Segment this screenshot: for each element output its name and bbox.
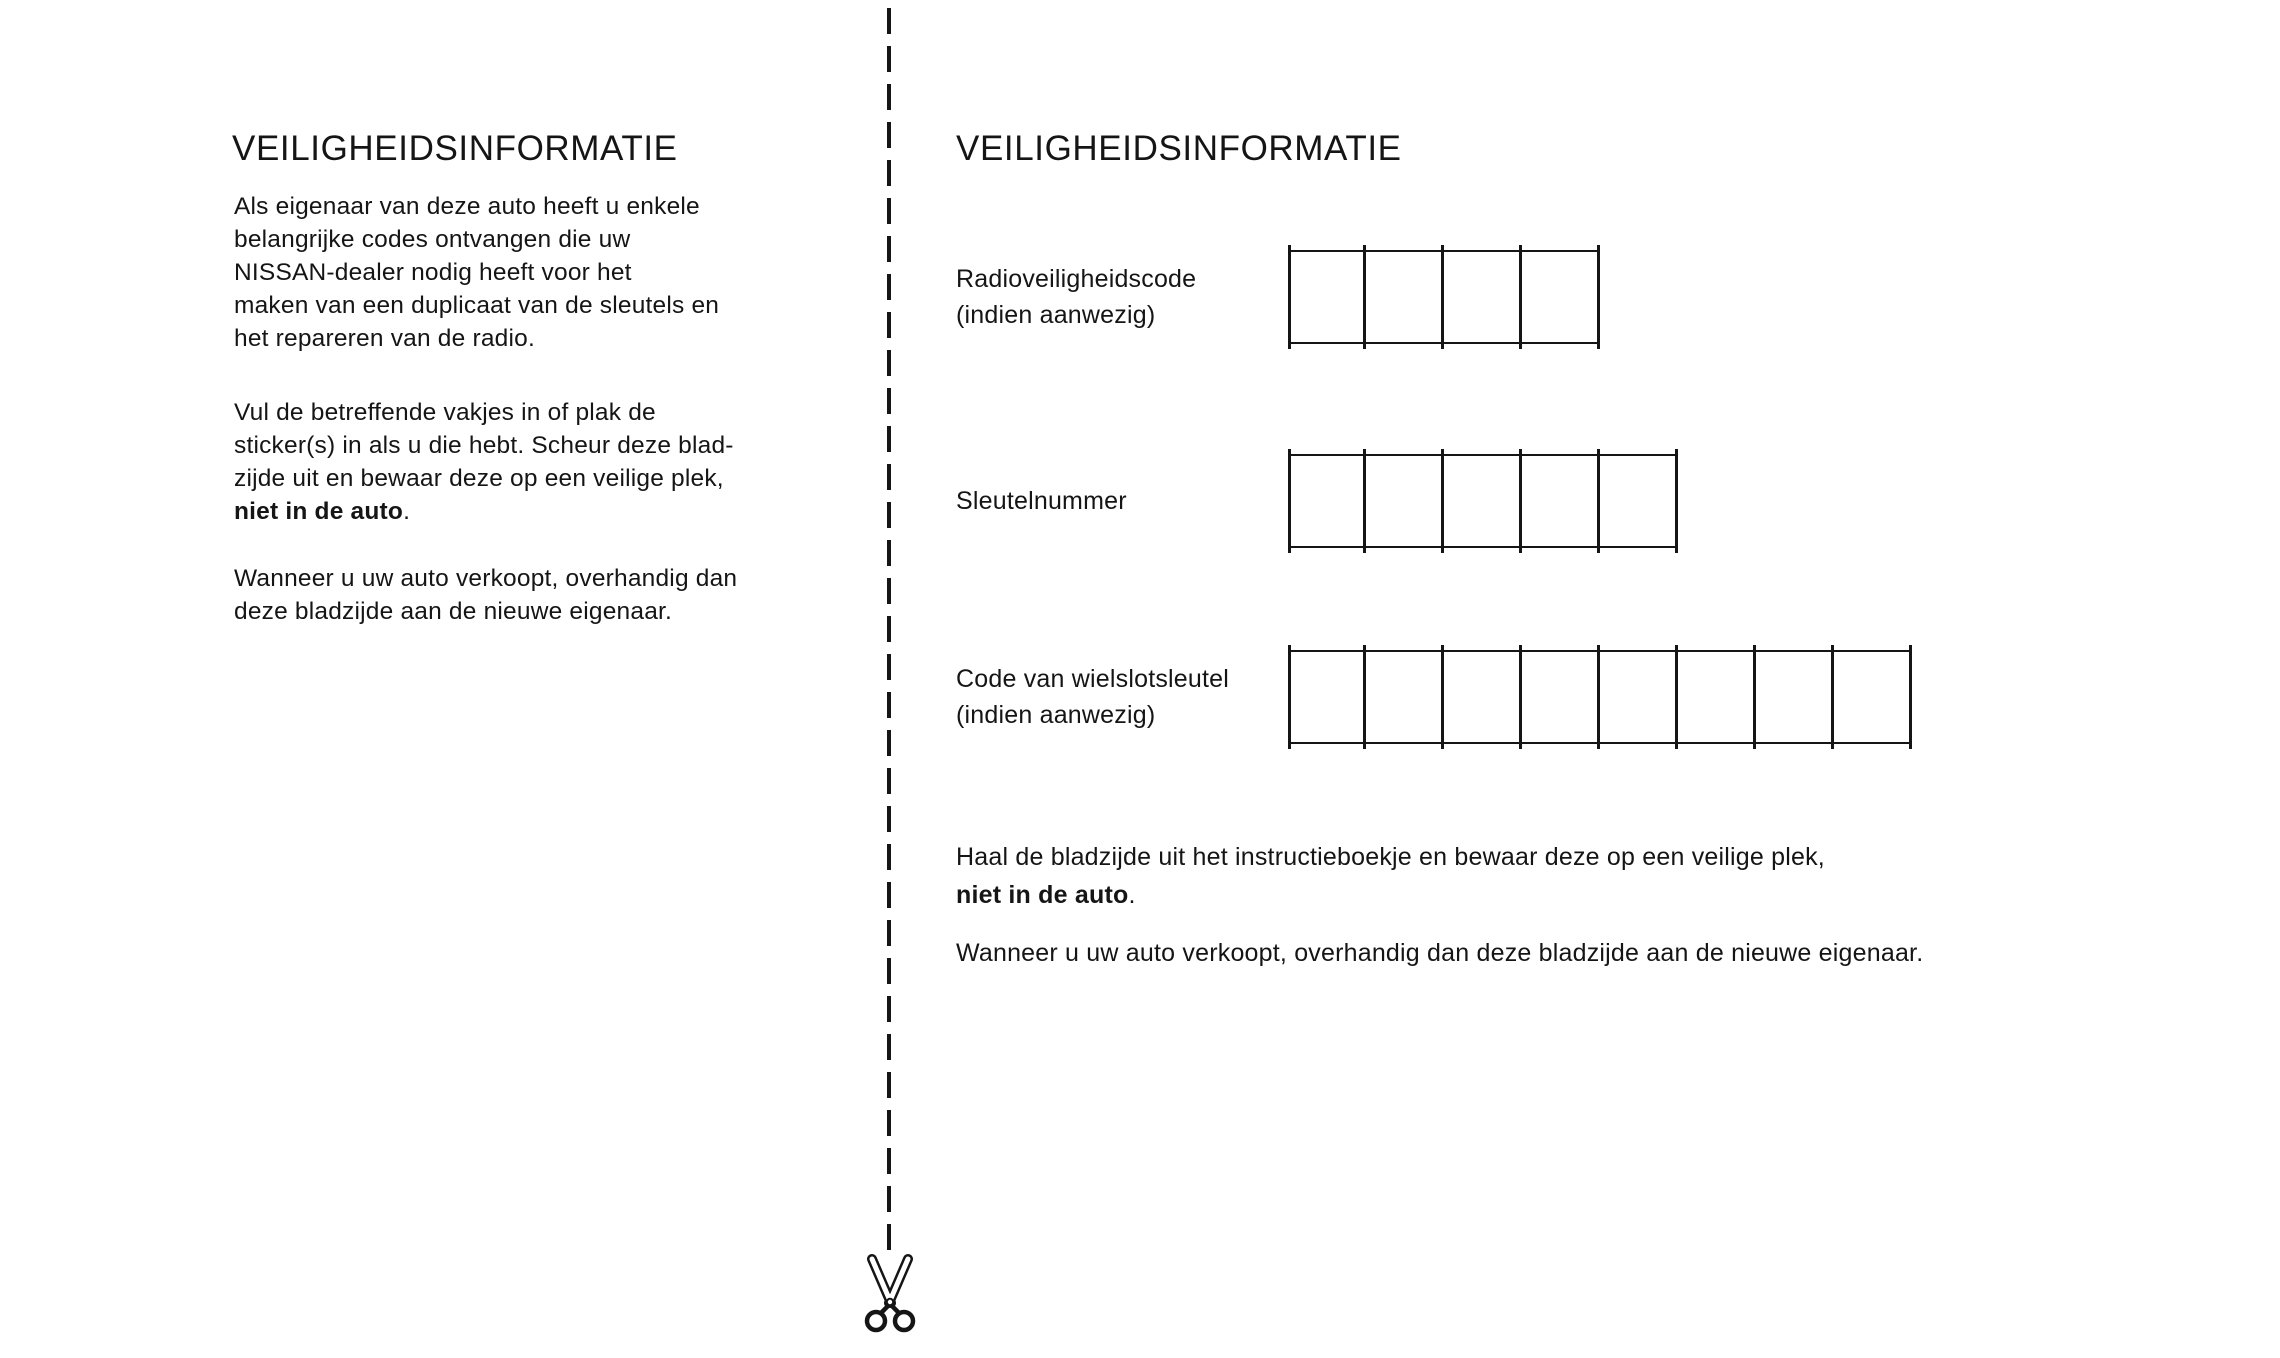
right-page-title: VEILIGHEIDSINFORMATIE bbox=[956, 129, 1402, 168]
code-boxes-wheel-lock-key-code bbox=[1288, 650, 1912, 744]
code-box-cell[interactable] bbox=[1366, 252, 1444, 342]
keep-safe-note bbox=[956, 838, 1825, 914]
cut-dashed-line bbox=[887, 8, 891, 1255]
text-line: Vul de betreffende vakjes in of plak de bbox=[234, 399, 656, 426]
field-row-key-number bbox=[956, 454, 1678, 548]
text-line: Radioveiligheidscode bbox=[956, 265, 1197, 293]
code-box-cell[interactable] bbox=[1366, 456, 1444, 546]
code-box-cell[interactable] bbox=[1444, 252, 1522, 342]
code-box-cell[interactable] bbox=[1288, 456, 1366, 546]
text-line: Sleutelnummer bbox=[956, 487, 1127, 515]
code-box-cell[interactable] bbox=[1288, 252, 1366, 342]
resale-paragraph bbox=[234, 562, 737, 628]
code-box-cell[interactable] bbox=[1522, 456, 1600, 546]
text: . bbox=[1128, 881, 1136, 909]
bold-text: niet in de auto bbox=[234, 498, 404, 525]
code-box-cell[interactable] bbox=[1834, 652, 1912, 742]
text-line: Code van wielslotsleutel bbox=[956, 665, 1230, 693]
left-page-title: VEILIGHEIDSINFORMATIE bbox=[232, 129, 678, 168]
text-line: (indien aanwezig) bbox=[956, 701, 1156, 729]
text-line: (indien aanwezig) bbox=[956, 301, 1156, 329]
code-box-cell[interactable] bbox=[1288, 652, 1366, 742]
field-label-wheel-lock-key-code bbox=[956, 661, 1288, 733]
bold-text: niet in de auto bbox=[956, 881, 1129, 909]
code-box-cell[interactable] bbox=[1600, 652, 1678, 742]
field-row-radio-security-code bbox=[956, 250, 1600, 344]
code-box-cell[interactable] bbox=[1444, 456, 1522, 546]
code-box-cell[interactable] bbox=[1600, 456, 1678, 546]
code-box-cell[interactable] bbox=[1522, 652, 1600, 742]
text-line bbox=[234, 495, 734, 528]
text-line bbox=[956, 876, 1825, 914]
text-line: Haal de bladzijde uit het instructieboekje en bewaar deze op een veilige plek, bbox=[956, 843, 1825, 871]
scissors-icon bbox=[858, 1253, 922, 1337]
field-label-radio-security-code bbox=[956, 261, 1288, 333]
code-box-cell[interactable] bbox=[1756, 652, 1834, 742]
intro-paragraph bbox=[234, 190, 719, 355]
code-boxes-radio-security-code bbox=[1288, 250, 1600, 344]
text-line: sticker(s) in als u die hebt. Scheur deze blad- bbox=[234, 432, 734, 459]
instructions-paragraph bbox=[234, 396, 734, 528]
field-label-key-number bbox=[956, 483, 1288, 519]
code-boxes-key-number bbox=[1288, 454, 1678, 548]
resale-note bbox=[956, 934, 1923, 972]
text-line: zijde uit en bewaar deze op een veilige plek, bbox=[234, 465, 724, 492]
text-line: deze bladzijde aan de nieuwe eigenaar. bbox=[234, 598, 673, 625]
text-line: NISSAN-dealer nodig heeft voor het bbox=[234, 259, 632, 286]
text-line: Wanneer u uw auto verkoopt, overhandig dan bbox=[234, 565, 738, 592]
text-line: Wanneer u uw auto verkoopt, overhandig dan deze bladzijde aan de nieuwe eigenaar. bbox=[956, 939, 1924, 967]
text-line: belangrijke codes ontvangen die uw bbox=[234, 226, 631, 253]
code-box-cell[interactable] bbox=[1444, 652, 1522, 742]
code-box-cell[interactable] bbox=[1522, 252, 1600, 342]
text-line: maken van een duplicaat van de sleutels en bbox=[234, 292, 720, 319]
text-line: het repareren van de radio. bbox=[234, 325, 535, 352]
text-line: Als eigenaar van deze auto heeft u enkele bbox=[234, 193, 700, 220]
code-box-cell[interactable] bbox=[1678, 652, 1756, 742]
text: . bbox=[403, 498, 411, 525]
field-row-wheel-lock-key-code bbox=[956, 650, 1912, 744]
code-box-cell[interactable] bbox=[1366, 652, 1444, 742]
